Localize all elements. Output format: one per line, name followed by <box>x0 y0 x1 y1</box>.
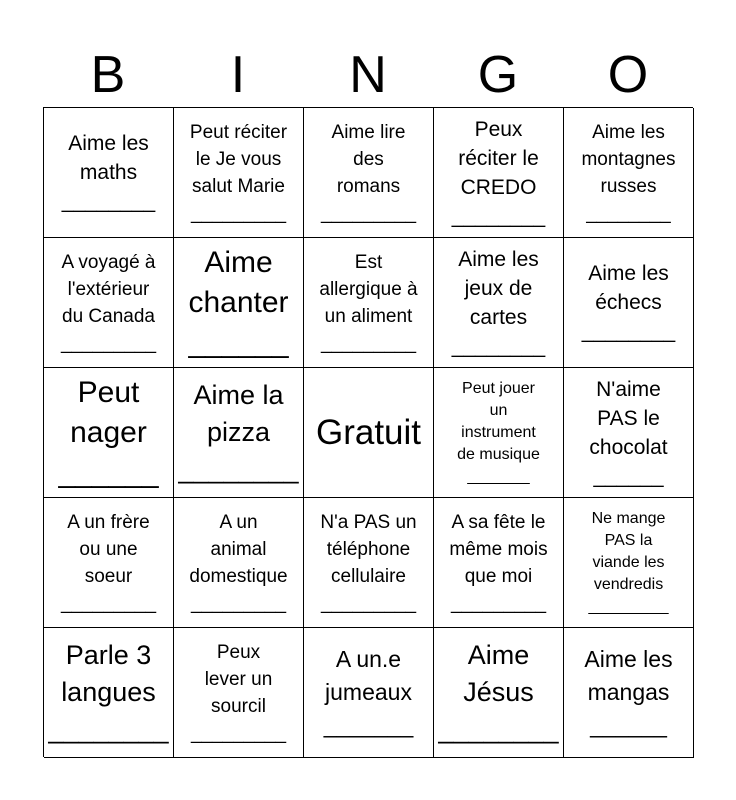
cell-text: Aime Jésus ________ <box>438 640 559 744</box>
bingo-cell[interactable] <box>44 368 174 498</box>
cell-text: Aime chanter ______ <box>188 245 289 359</box>
cell-text: A voyagé à l'extérieur du Canada _________ <box>60 251 157 354</box>
cell-text: Peux lever un sourcil _________ <box>190 641 287 744</box>
cell-text: Aime les mangas ______ <box>584 646 673 738</box>
cell-text: A un frère ou une soeur _________ <box>60 511 157 614</box>
header-letter-n: N <box>349 46 387 104</box>
header-letter-b: B <box>90 46 126 104</box>
bingo-cell[interactable] <box>44 498 174 628</box>
free-space-label: Gratuit <box>315 412 422 452</box>
bingo-cell[interactable] <box>174 108 304 238</box>
cell-text: Aime les jeux de cartes ________ <box>451 247 546 358</box>
bingo-cell[interactable] <box>434 238 564 368</box>
cell-text: Aime la pizza ________ <box>178 380 299 484</box>
cell-text: Peut nager ______ <box>58 375 159 489</box>
cell-text: Peut jouer un instrument de musique _______ <box>457 379 540 485</box>
bingo-cell[interactable] <box>174 238 304 368</box>
bingo-header <box>43 45 693 105</box>
bingo-cell[interactable] <box>174 628 304 758</box>
bingo-cell[interactable] <box>564 238 694 368</box>
cell-text: Ne mange PAS la viande les vendredis _________ <box>588 509 669 615</box>
bingo-cell[interactable] <box>564 498 694 628</box>
bingo-cell[interactable] <box>174 368 304 498</box>
header-letter-i: I <box>230 46 246 104</box>
cell-text: A un animal domestique _________ <box>189 511 288 614</box>
bingo-cell[interactable] <box>44 108 174 238</box>
cell-text: Aime lire des romans _________ <box>320 121 417 224</box>
header-letter-o: O <box>607 46 649 104</box>
bingo-cell[interactable] <box>304 108 434 238</box>
bingo-cell[interactable] <box>564 368 694 498</box>
bingo-cell[interactable] <box>174 498 304 628</box>
cell-text: Aime les échecs ________ <box>581 262 676 343</box>
header-letter-g: G <box>477 46 519 104</box>
bingo-cell[interactable] <box>434 368 564 498</box>
cell-text: Est allergique à un aliment _________ <box>319 251 418 354</box>
bingo-cell[interactable] <box>44 238 174 368</box>
free-space-cell[interactable] <box>304 368 434 498</box>
bingo-cell[interactable] <box>304 498 434 628</box>
bingo-cell[interactable] <box>304 238 434 368</box>
bingo-grid <box>43 107 693 757</box>
cell-text: N'a PAS un téléphone cellulaire _________ <box>320 511 417 614</box>
cell-text: N'aime PAS le chocolat ______ <box>589 377 668 488</box>
bingo-cell[interactable] <box>44 628 174 758</box>
bingo-cell[interactable] <box>564 108 694 238</box>
bingo-cell[interactable] <box>434 498 564 628</box>
cell-text: Aime les maths ________ <box>61 132 156 213</box>
cell-text: Aime les montagnes russes ________ <box>581 121 676 224</box>
cell-text: Parle 3 langues ________ <box>48 640 169 744</box>
cell-text: Peut réciter le Je vous salut Marie _________ <box>189 121 288 224</box>
bingo-cell[interactable] <box>434 108 564 238</box>
bingo-cell[interactable] <box>434 628 564 758</box>
bingo-cell[interactable] <box>304 628 434 758</box>
cell-text: Peux réciter le CREDO ________ <box>451 117 546 228</box>
cell-text: A sa fête le même mois que moi _________ <box>449 511 548 614</box>
cell-text: A un.e jumeaux _______ <box>323 646 414 738</box>
bingo-cell[interactable] <box>564 628 694 758</box>
